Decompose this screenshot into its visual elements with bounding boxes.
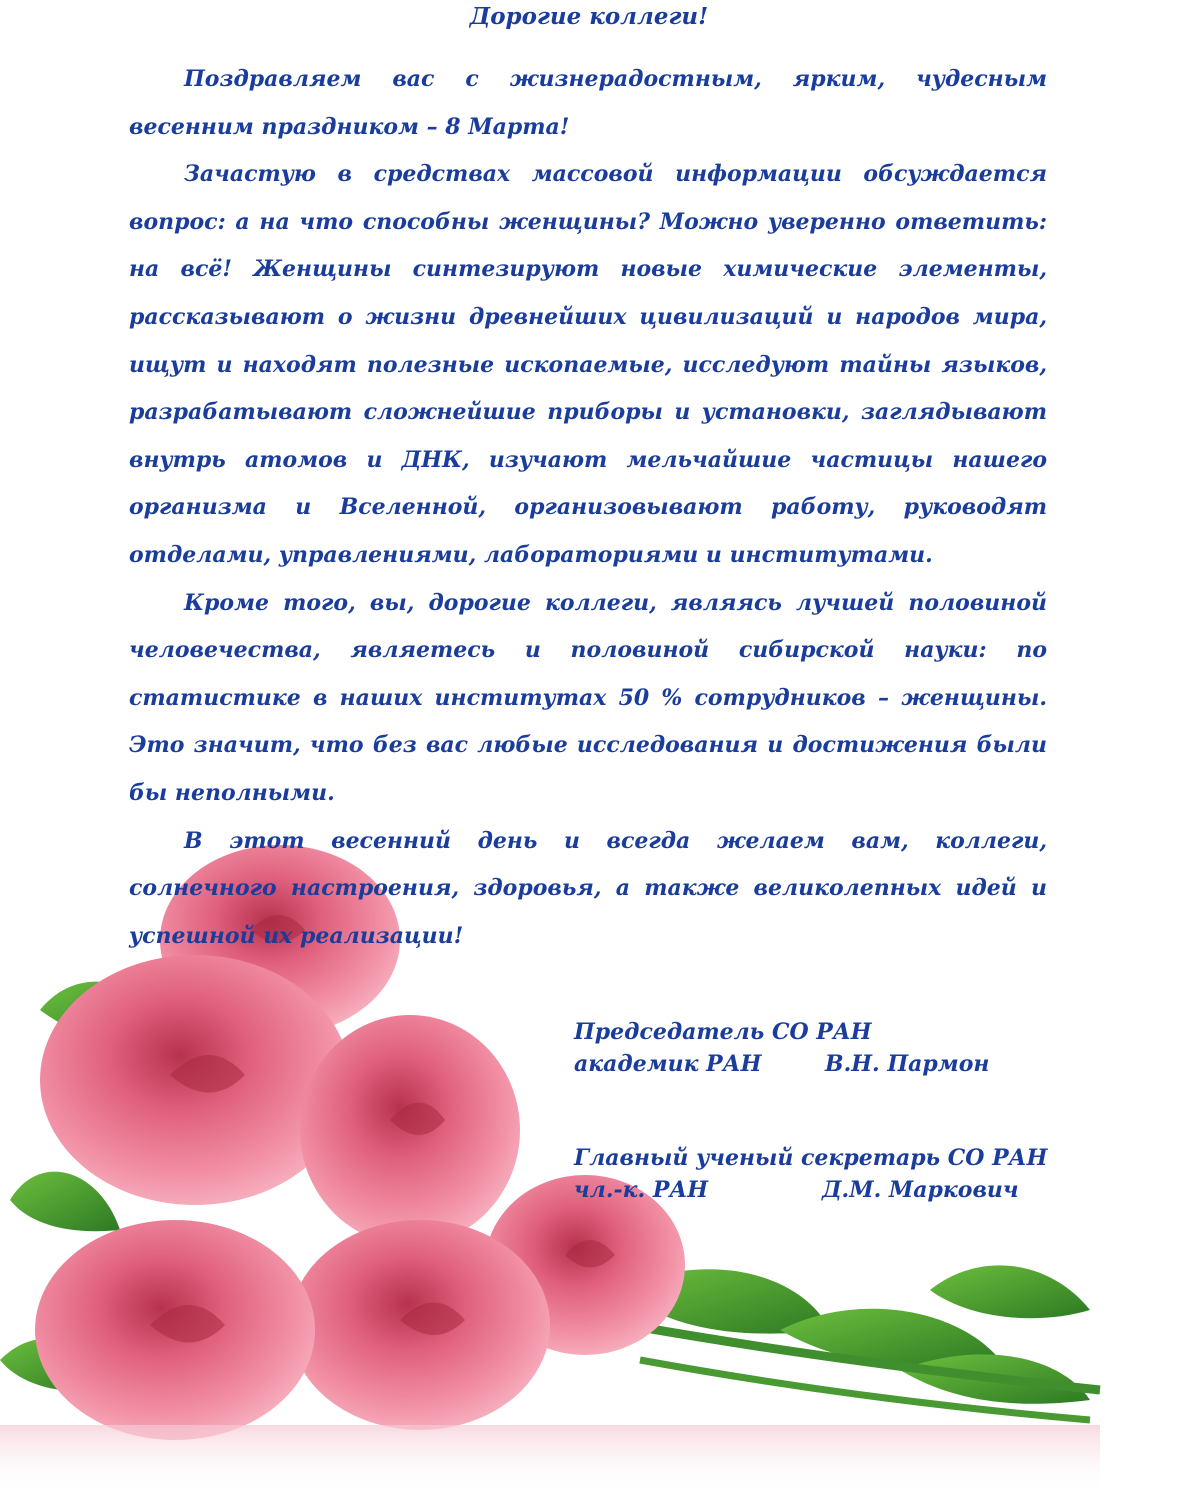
signature-secretary-name: Д.М. Маркович	[822, 1177, 1019, 1203]
paragraph-wishes: В этот весенний день и всегда желаем вам, коллеги, солнечного настроения, здоровья, а также великолепных идей и успешной их реализации!	[129, 827, 1047, 949]
letter-body	[129, 56, 1047, 960]
signature-secretary-rank: чл.-к. РАН	[574, 1177, 709, 1203]
paragraph-congratulation: Поздравляем вас с жизнерадостным, ярким, чудесным весенним праздником – 8 Марта!	[129, 66, 1047, 140]
signature-chairman-position: Председатель СО РАН	[574, 1019, 872, 1045]
signature-chairman-rank: академик РАН	[574, 1051, 762, 1077]
signature-chairman-name: В.Н. Пармон	[825, 1051, 990, 1077]
paragraph-siberian-science: Кроме того, вы, дорогие коллеги, являясь лучшей половиной человечества, являетесь и половиной сибирской науки: по статистике в наших институтах 50 % сотрудников – женщины. Это значит, что без вас любые исследования и достижения были бы неполными.	[129, 589, 1047, 806]
signature-secretary-position: Главный ученый секретарь СО РАН	[574, 1145, 1048, 1171]
letter-greeting: Дорогие коллеги!	[469, 3, 709, 30]
paragraph-women-abilities: Зачастую в средствах массовой информации обсуждается вопрос: а на что способны женщины? Можно уверенно ответить: на всё! Женщины синтезируют новые химические элементы, рассказывают о жизни древнейших цивилизаций и народов мира, ищут и находят полезные ископаемые, исследуют тайны языков, разрабатывают сложнейшие приборы и установки, заглядывают внутрь атомов и ДНК, изучают мельчайшие частицы нашего организма и Вселенной, организовывают работу, руководят отделами, управлениями, лабораториями и институтами.	[129, 161, 1047, 568]
